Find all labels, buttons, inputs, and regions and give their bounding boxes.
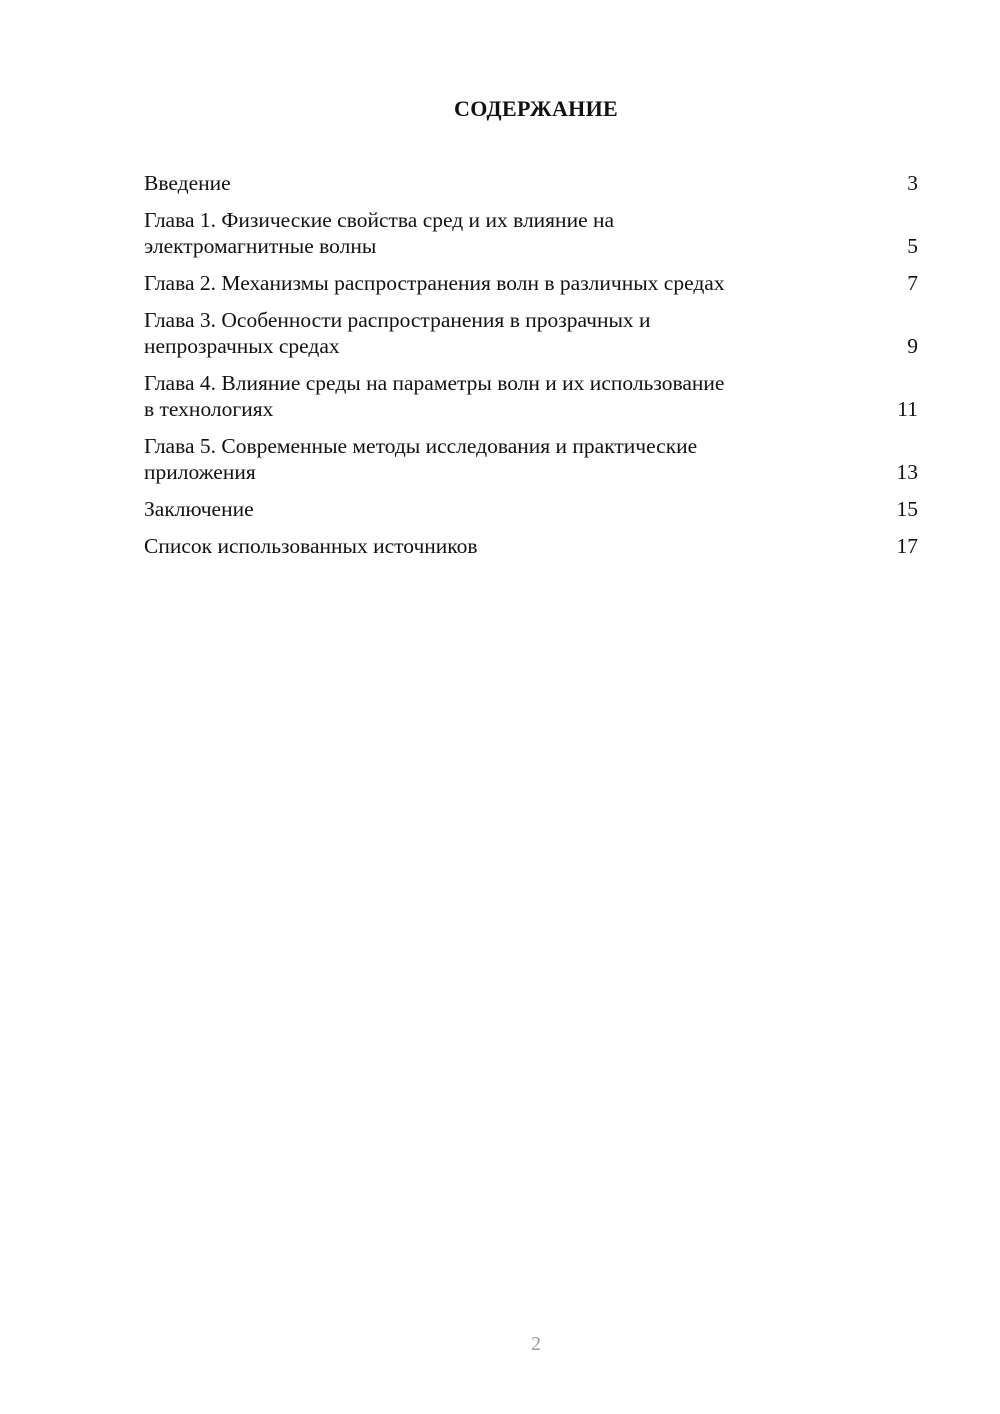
toc-entry-label: Заключение: [144, 497, 254, 521]
toc-entry-page: 11: [897, 397, 918, 421]
toc-title: СОДЕРЖАНИЕ: [454, 96, 618, 121]
toc-entry-label: Глава 2. Механизмы распространения волн в различных средах: [144, 271, 725, 295]
toc-entry-label: Список использованных источников: [144, 534, 478, 558]
page-number: 2: [531, 1333, 541, 1355]
toc-entry-label: Глава 3. Особенности распространения в прозрачных и непрозрачных средах: [144, 308, 651, 358]
toc-entry-conclusion: [144, 496, 918, 522]
toc-entry-page: 15: [896, 497, 918, 521]
toc-entry-chapter-1: [144, 207, 918, 259]
toc-entry-page: 3: [907, 171, 918, 195]
toc-entry-page: 17: [896, 534, 918, 558]
toc-entry-label: Глава 1. Физические свойства сред и их влияние на электромагнитные волны: [144, 208, 615, 258]
toc-entry-chapter-3: [144, 307, 918, 359]
toc-entry-page: 13: [896, 460, 918, 484]
toc-entry-label: Введение: [144, 171, 231, 195]
toc-entry-introduction: [144, 170, 918, 196]
table-of-contents: [144, 170, 918, 570]
toc-entry-page: 7: [907, 271, 918, 295]
toc-entry-page: 5: [907, 234, 918, 258]
toc-entry-chapter-4: [144, 370, 918, 422]
toc-entry-chapter-2: [144, 270, 918, 296]
toc-entry-references: [144, 533, 918, 559]
toc-entry-label: Глава 5. Современные методы исследования и практические приложения: [144, 434, 698, 484]
toc-entry-page: 9: [907, 334, 918, 358]
toc-entry-chapter-5: [144, 433, 918, 485]
toc-entry-label: Глава 4. Влияние среды на параметры волн и их использование в технологиях: [144, 371, 725, 421]
